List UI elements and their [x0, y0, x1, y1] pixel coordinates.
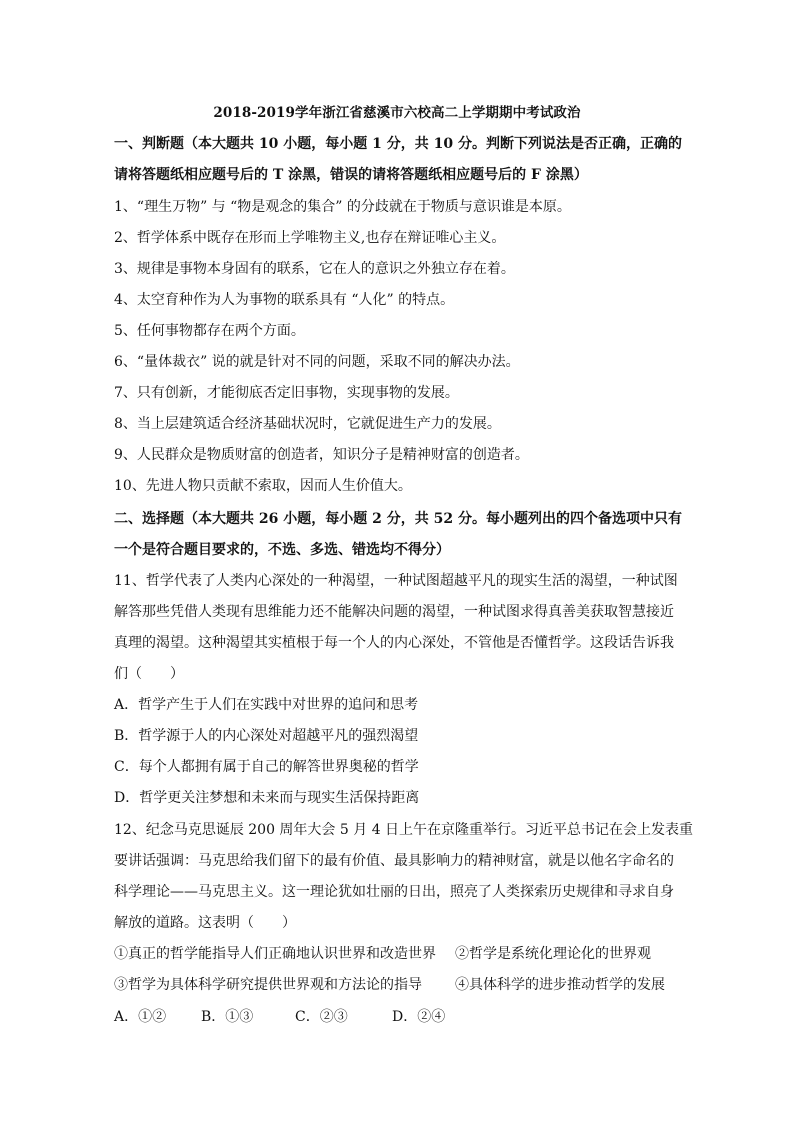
judge-item-6: 6、“量体裁衣” 说的就是针对不同的问题，采取不同的解决办法。 — [114, 354, 520, 370]
judge-item-5: 5、任何事物都存在两个方面。 — [114, 323, 305, 339]
q11-option-c: C．每个人都拥有属于自己的解答世界奥秘的哲学 — [114, 759, 419, 775]
judge-item-2: 2、哲学体系中既存在形而上学唯物主义,也存在辩证唯心主义。 — [114, 230, 506, 246]
q12-stem-line1: 12、纪念马克思诞辰 200 周年大会 5 月 4 日上午在京隆重举行。习近平总书记在会上发表重 — [114, 822, 694, 838]
q11-stem-line3: 真理的渴望。这种渴望其实植根于每一个人的内心深处，不管他是否懂哲学。这段话告诉我 — [114, 635, 674, 651]
judge-item-8: 8、当上层建筑适合经济基础状况时，它就促进生产力的发展。 — [114, 416, 501, 432]
q12-statement-2: ②哲学是系统化理论化的世界观 — [455, 946, 651, 962]
judge-item-9: 9、人民群众是物质财富的创造者，知识分子是精神财富的创造者。 — [114, 447, 529, 463]
q12-option-c: C．②③ — [295, 1009, 348, 1025]
page-title: 2018-2019学年浙江省慈溪市六校高二上学期期中考试政治 — [213, 105, 581, 121]
section2-heading-line2: 一个是符合题目要求的，不选、多选、错选均不得分） — [114, 542, 450, 558]
judge-item-1: 1、“理生万物” 与 “物是观念的集合” 的分歧就在于物质与意识谁是本原。 — [114, 199, 571, 215]
q12-statement-1: ①真正的哲学能指导人们正确地认识世界和改造世界 — [114, 946, 436, 962]
section1-heading-line1: 一、判断题（本大题共 10 小题，每小题 1 分，共 10 分。判断下列说法是否正确，正确的 — [114, 136, 682, 152]
judge-item-10: 10、先进人物只贡献不索取，因而人生价值大。 — [114, 478, 412, 494]
section2-heading-line1: 二、选择题（本大题共 26 小题，每小题 2 分，共 52 分。每小题列出的四个备选项中只有 — [114, 511, 682, 527]
q12-stem-line3: 科学理论——马克思主义。这一理论犹如壮丽的日出，照亮了人类探索历史规律和寻求自身 — [114, 884, 674, 900]
q12-option-a: A．①② — [114, 1009, 167, 1025]
q11-option-a: A．哲学产生于人们在实践中对世界的追问和思考 — [114, 697, 419, 713]
q11-stem-line1: 11、哲学代表了人类内心深处的一种渴望，一种试图超越平凡的现实生活的渴望，一种试图 — [114, 573, 678, 589]
q11-stem-line2: 解答那些凭借人类现有思维能力还不能解决问题的渴望，一种试图求得真善美获取智慧接近 — [114, 604, 674, 620]
q12-stem-line4: 解放的道路。这表明（ ） — [114, 915, 296, 931]
judge-item-4: 4、太空育种作为人为事物的联系具有 “人化” 的特点。 — [114, 292, 455, 308]
judge-item-7: 7、只有创新，才能彻底否定旧事物，实现事物的发展。 — [114, 385, 459, 401]
q11-option-d: D．哲学更关注梦想和未来而与现实生活保持距离 — [114, 790, 420, 806]
q11-stem-line4: 们（ ） — [114, 666, 184, 682]
section1-heading-line2: 请将答题纸相应题号后的 T 涂黑，错误的请将答题纸相应题号后的 F 涂黑） — [114, 167, 588, 183]
q11-option-b: B．哲学源于人的内心深处对超越平凡的强烈渴望 — [114, 728, 419, 744]
q12-statement-4: ④具体科学的进步推动哲学的发展 — [455, 977, 665, 993]
judge-item-3: 3、规律是事物本身固有的联系，它在人的意识之外独立存在着。 — [114, 261, 515, 277]
q12-option-b: B．①③ — [201, 1009, 254, 1025]
q12-statement-3: ③哲学为具体科学研究提供世界观和方法论的指导 — [114, 977, 422, 993]
q12-option-d: D．②④ — [392, 1009, 446, 1025]
q12-stem-line2: 要讲话强调：马克思给我们留下的最有价值、最具影响力的精神财富，就是以他名字命名的 — [114, 853, 674, 869]
